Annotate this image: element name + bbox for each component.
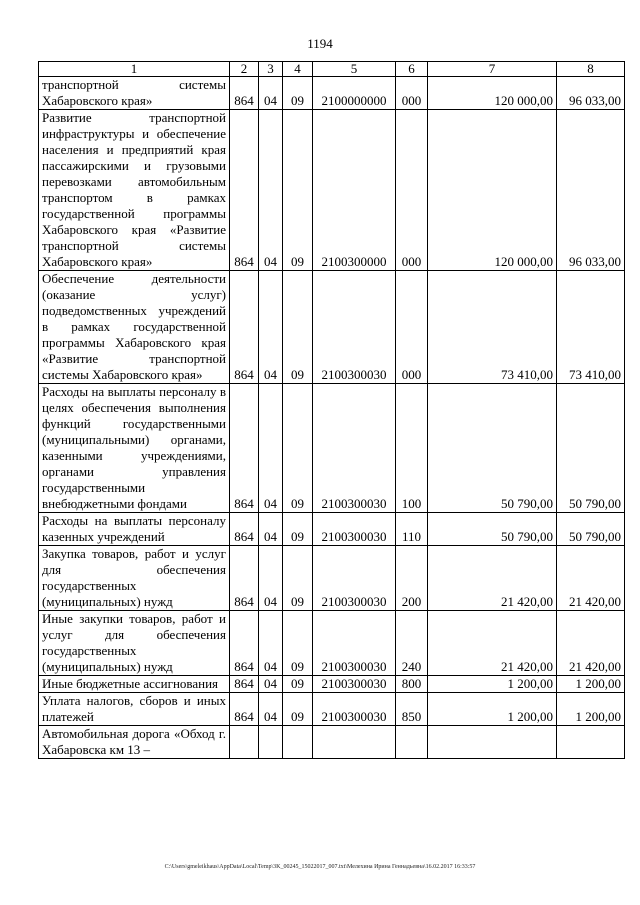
code-cell: 864 <box>230 676 259 693</box>
subsection-cell <box>283 726 313 759</box>
header-cell: 6 <box>396 62 428 77</box>
actual-amount-cell: 96 033,00 <box>557 110 625 271</box>
row-name-cell: Обеспечение деятельности (оказание услуг) подведомственных учреждений в рамках государственной программы Хабаровского края «Развитие транспортной системы Хабаровского края» <box>39 271 230 384</box>
planned-amount-cell: 73 410,00 <box>428 271 557 384</box>
code-cell: 864 <box>230 110 259 271</box>
planned-amount-cell: 50 790,00 <box>428 384 557 513</box>
table-row <box>39 611 625 676</box>
section-cell: 04 <box>259 546 283 611</box>
expense-type-cell: 800 <box>396 676 428 693</box>
planned-amount-cell: 50 790,00 <box>428 513 557 546</box>
expense-type-cell: 000 <box>396 271 428 384</box>
subsection-cell: 09 <box>283 676 313 693</box>
table-row <box>39 513 625 546</box>
row-name-cell: Иные закупки товаров, работ и услуг для обеспечения государственных (муниципальных) нужд <box>39 611 230 676</box>
header-cell: 5 <box>313 62 396 77</box>
expense-type-cell: 000 <box>396 77 428 110</box>
header-cell: 3 <box>259 62 283 77</box>
table-row <box>39 693 625 726</box>
header-cell: 7 <box>428 62 557 77</box>
table-row <box>39 271 625 384</box>
header-cell: 1 <box>39 62 230 77</box>
target-article-cell: 2100000000 <box>313 77 396 110</box>
row-name-cell: Автомобильная дорога «Обход г. Хабаровска км 13 – <box>39 726 230 759</box>
row-name-cell: транспортной системы Хабаровского края» <box>39 77 230 110</box>
target-article-cell: 2100300000 <box>313 110 396 271</box>
actual-amount-cell: 50 790,00 <box>557 384 625 513</box>
code-cell: 864 <box>230 611 259 676</box>
subsection-cell: 09 <box>283 110 313 271</box>
table-row <box>39 384 625 513</box>
actual-amount-cell: 73 410,00 <box>557 271 625 384</box>
table-row <box>39 676 625 693</box>
section-cell: 04 <box>259 110 283 271</box>
expense-type-cell: 240 <box>396 611 428 676</box>
table-row <box>39 726 625 759</box>
actual-amount-cell: 1 200,00 <box>557 693 625 726</box>
section-cell <box>259 726 283 759</box>
target-article-cell: 2100300030 <box>313 271 396 384</box>
section-cell: 04 <box>259 271 283 384</box>
header-cell: 8 <box>557 62 625 77</box>
expense-type-cell: 850 <box>396 693 428 726</box>
section-cell: 04 <box>259 611 283 676</box>
target-article-cell: 2100300030 <box>313 676 396 693</box>
page-number: 1194 <box>307 36 333 51</box>
code-cell: 864 <box>230 384 259 513</box>
header-cell: 4 <box>283 62 313 77</box>
actual-amount-cell: 1 200,00 <box>557 676 625 693</box>
section-cell: 04 <box>259 384 283 513</box>
section-cell: 04 <box>259 676 283 693</box>
target-article-cell <box>313 726 396 759</box>
expense-type-cell <box>396 726 428 759</box>
code-cell: 864 <box>230 546 259 611</box>
budget-table <box>38 61 625 759</box>
subsection-cell: 09 <box>283 384 313 513</box>
target-article-cell: 2100300030 <box>313 611 396 676</box>
expense-type-cell: 100 <box>396 384 428 513</box>
expense-type-cell: 000 <box>396 110 428 271</box>
target-article-cell: 2100300030 <box>313 384 396 513</box>
code-cell: 864 <box>230 77 259 110</box>
planned-amount-cell <box>428 726 557 759</box>
subsection-cell: 09 <box>283 77 313 110</box>
code-cell: 864 <box>230 271 259 384</box>
section-cell: 04 <box>259 77 283 110</box>
table-header-row <box>39 62 625 77</box>
subsection-cell: 09 <box>283 513 313 546</box>
planned-amount-cell: 120 000,00 <box>428 110 557 271</box>
target-article-cell: 2100300030 <box>313 513 396 546</box>
subsection-cell: 09 <box>283 271 313 384</box>
target-article-cell: 2100300030 <box>313 546 396 611</box>
planned-amount-cell: 120 000,00 <box>428 77 557 110</box>
subsection-cell: 09 <box>283 693 313 726</box>
planned-amount-cell: 1 200,00 <box>428 676 557 693</box>
row-name-cell: Развитие транспортной инфраструктуры и обеспечение населения и предприятий края пассажирскими и грузовыми перевозками автомобильным транспортом в рамках государственной программы Хабаровского края «Развитие транспортной системы Хабаровского края» <box>39 110 230 271</box>
row-name-cell: Расходы на выплаты персоналу казенных учреждений <box>39 513 230 546</box>
actual-amount-cell: 50 790,00 <box>557 513 625 546</box>
target-article-cell: 2100300030 <box>313 693 396 726</box>
header-cell: 2 <box>230 62 259 77</box>
expense-type-cell: 110 <box>396 513 428 546</box>
actual-amount-cell: 96 033,00 <box>557 77 625 110</box>
row-name-cell: Иные бюджетные ассигнования <box>39 676 230 693</box>
section-cell: 04 <box>259 513 283 546</box>
expense-type-cell: 200 <box>396 546 428 611</box>
subsection-cell: 09 <box>283 546 313 611</box>
actual-amount-cell: 21 420,00 <box>557 611 625 676</box>
section-cell: 04 <box>259 693 283 726</box>
code-cell: 864 <box>230 693 259 726</box>
planned-amount-cell: 21 420,00 <box>428 546 557 611</box>
row-name-cell: Уплата налогов, сборов и иных платежей <box>39 693 230 726</box>
code-cell: 864 <box>230 513 259 546</box>
planned-amount-cell: 1 200,00 <box>428 693 557 726</box>
table-row <box>39 77 625 110</box>
row-name-cell: Закупка товаров, работ и услуг для обеспечения государственных (муниципальных) нужд <box>39 546 230 611</box>
row-name-cell: Расходы на выплаты персоналу в целях обеспечения выполнения функций государственными (муниципальными) органами, казенными учреждениями, органами управления государственными внебюджетными фондами <box>39 384 230 513</box>
table-row <box>39 546 625 611</box>
subsection-cell: 09 <box>283 611 313 676</box>
actual-amount-cell: 21 420,00 <box>557 546 625 611</box>
table-row <box>39 110 625 271</box>
code-cell <box>230 726 259 759</box>
table-body <box>39 62 625 759</box>
planned-amount-cell: 21 420,00 <box>428 611 557 676</box>
actual-amount-cell <box>557 726 625 759</box>
file-path-footer: C:\Users\gmeleikhaus\AppData\Local\Temp\3K_00245_15022017_007.txt\Мелехина Ирина Геннадьевна\16.02.2017 16:33:57 <box>164 864 476 870</box>
